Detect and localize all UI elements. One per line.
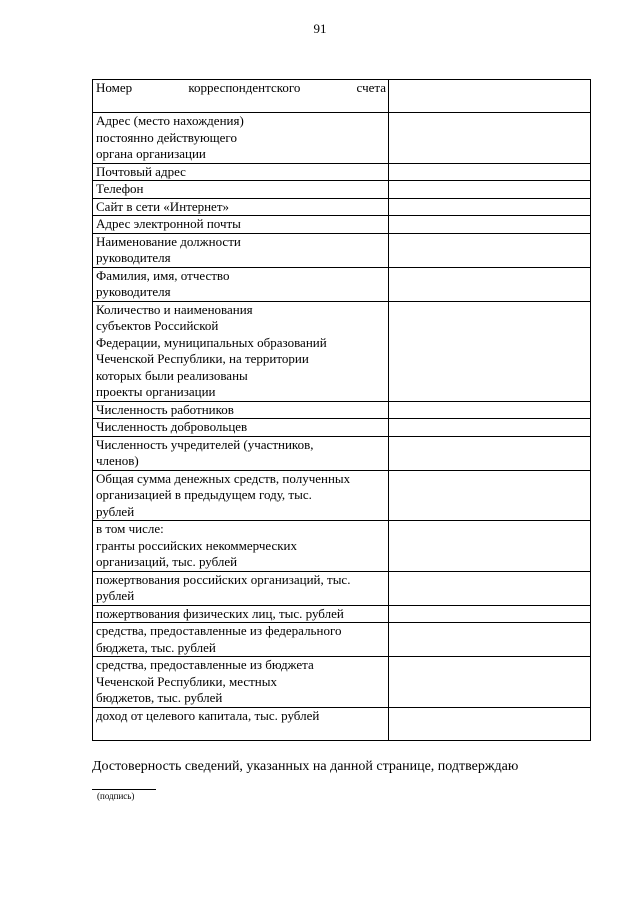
signature-line[interactable] bbox=[92, 789, 156, 790]
row-value-org-donations[interactable] bbox=[389, 571, 591, 605]
row-label-website: Сайт в сети «Интернет» bbox=[93, 198, 389, 216]
row-label-head-name: Фамилия, имя, отчество руководителя bbox=[93, 267, 389, 301]
row-value-phone[interactable] bbox=[389, 181, 591, 199]
signature-caption: (подпись) bbox=[97, 791, 135, 801]
table-row bbox=[93, 470, 591, 521]
table-row bbox=[93, 216, 591, 234]
row-value-head-name[interactable] bbox=[389, 267, 591, 301]
row-label-regions: Количество и наименования субъектов Российской Федерации, муниципальных образований Чеченской Республики, на территории которых были реализованы проекты организации bbox=[93, 301, 389, 401]
table-row bbox=[93, 571, 591, 605]
table-row bbox=[93, 436, 591, 470]
table-row bbox=[93, 301, 591, 401]
table-row bbox=[93, 419, 591, 437]
row-value-individual-donations[interactable] bbox=[389, 605, 591, 623]
row-label-org-donations: пожертвования российских организаций, тыс. рублей bbox=[93, 571, 389, 605]
table-row bbox=[93, 113, 591, 164]
row-value-founders[interactable] bbox=[389, 436, 591, 470]
row-value-regional-budget[interactable] bbox=[389, 657, 591, 708]
row-label-endowment-income: доход от целевого капитала, тыс. рублей bbox=[93, 707, 389, 740]
table-row bbox=[93, 657, 591, 708]
row-label-postal-address: Почтовый адрес bbox=[93, 163, 389, 181]
row-label-total-funds: Общая сумма денежных средств, полученных организацией в предыдущем году, тыс. рублей bbox=[93, 470, 389, 521]
row-value-head-position[interactable] bbox=[389, 233, 591, 267]
row-value-total-funds[interactable] bbox=[389, 470, 591, 521]
table-row bbox=[93, 80, 591, 113]
row-label-federal-budget: средства, предоставленные из федерального бюджета, тыс. рублей bbox=[93, 623, 389, 657]
row-value-endowment-income[interactable] bbox=[389, 707, 591, 740]
row-label-email: Адрес электронной почты bbox=[93, 216, 389, 234]
row-label-employees: Численность работников bbox=[93, 401, 389, 419]
row-value-address[interactable] bbox=[389, 113, 591, 164]
row-label-individual-donations: пожертвования физических лиц, тыс. рублей bbox=[93, 605, 389, 623]
row-label-correspondent-account: Номер корреспондентского счета bbox=[93, 80, 389, 113]
row-value-employees[interactable] bbox=[389, 401, 591, 419]
row-label-grants: в том числе: гранты российских некоммерческих организаций, тыс. рублей bbox=[93, 521, 389, 572]
page-number: 91 bbox=[313, 21, 327, 36]
row-value-website[interactable] bbox=[389, 198, 591, 216]
row-value-correspondent-account[interactable] bbox=[389, 80, 591, 113]
table-row bbox=[93, 605, 591, 623]
table-row bbox=[93, 198, 591, 216]
row-label-regional-budget: средства, предоставленные из бюджета Чеченской Республики, местных бюджетов, тыс. рублей bbox=[93, 657, 389, 708]
row-value-volunteers[interactable] bbox=[389, 419, 591, 437]
table-row bbox=[93, 181, 591, 199]
table-row bbox=[93, 401, 591, 419]
table-row bbox=[93, 233, 591, 267]
table-row bbox=[93, 267, 591, 301]
row-value-postal-address[interactable] bbox=[389, 163, 591, 181]
row-label-phone: Телефон bbox=[93, 181, 389, 199]
row-label-address: Адрес (место нахождения) постоянно действующего органа организации bbox=[93, 113, 389, 164]
table-row bbox=[93, 521, 591, 572]
row-label-founders: Численность учредителей (участников, членов) bbox=[93, 436, 389, 470]
row-value-email[interactable] bbox=[389, 216, 591, 234]
row-label-volunteers: Численность добровольцев bbox=[93, 419, 389, 437]
organization-info-table bbox=[92, 79, 591, 741]
table-row bbox=[93, 623, 591, 657]
row-value-regions[interactable] bbox=[389, 301, 591, 401]
row-value-grants[interactable] bbox=[389, 521, 591, 572]
row-value-federal-budget[interactable] bbox=[389, 623, 591, 657]
table-row bbox=[93, 707, 591, 740]
table-row bbox=[93, 163, 591, 181]
confirmation-statement: Достоверность сведений, указанных на данной странице, подтверждаю bbox=[92, 759, 519, 774]
row-label-head-position: Наименование должности руководителя bbox=[93, 233, 389, 267]
